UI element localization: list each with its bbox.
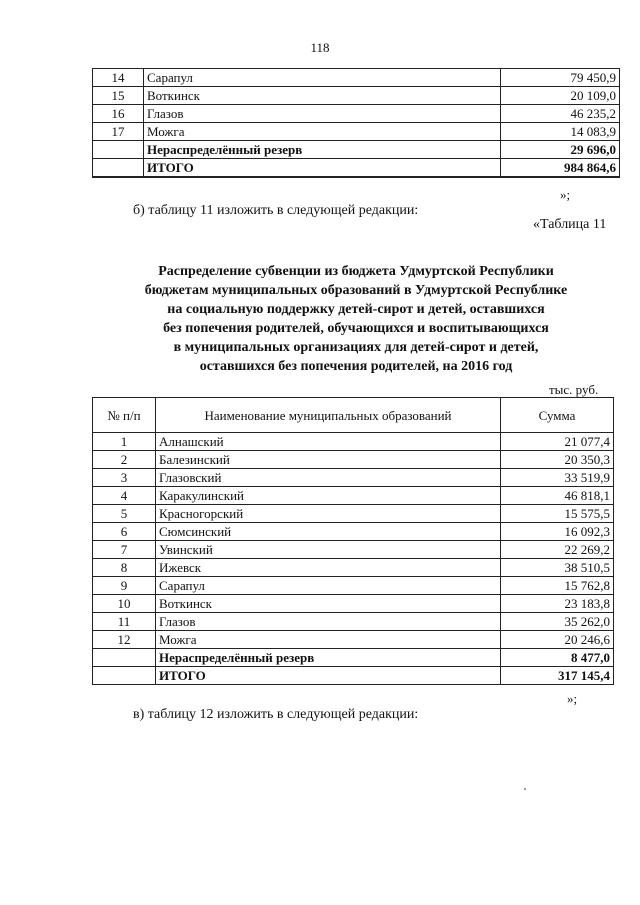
row-name: Балезинский [156,451,501,469]
row-number: 6 [93,523,156,541]
total-label: ИТОГО [156,667,501,685]
paragraph-b: б) таблицу 11 изложить в следующей редакции: [133,203,419,218]
row-name: Сюмсинский [156,523,501,541]
table-row [93,559,614,577]
table-row [93,69,620,87]
reserve-label: Нераспределённый резерв [144,141,501,159]
reserve-row [93,649,614,667]
row-number: 9 [93,577,156,595]
row-number: 3 [93,469,156,487]
table-row [93,87,620,105]
row-name: Можга [156,631,501,649]
row-sum: 79 450,9 [501,69,620,87]
total-sum: 984 864,6 [501,159,620,178]
row-name: Ижевск [156,559,501,577]
row-sum: 14 083,9 [501,123,620,141]
row-number: 4 [93,487,156,505]
row-sum: 20 246,6 [501,631,614,649]
heading-line: в муниципальных организациях для детей-сирот и детей, [173,340,539,355]
heading-line: бюджетам муниципальных образований в Удмуртской Республике [144,283,568,298]
heading-line: на социальную поддержку детей-сирот и детей, оставшихся [167,302,545,317]
reserve-label: Нераспределённый резерв [156,649,501,667]
reserve-sum: 8 477,0 [501,649,614,667]
row-sum: 15 762,8 [501,577,614,595]
paragraph-v: в) таблицу 12 изложить в следующей редакции: [133,707,419,722]
row-sum: 38 510,5 [501,559,614,577]
scan-speck [524,788,526,790]
table-row [93,105,620,123]
table-row [93,451,614,469]
row-number: 2 [93,451,156,469]
total-sum: 317 145,4 [501,667,614,685]
reserve-sum: 29 696,0 [501,141,620,159]
row-name: Сарапул [156,577,501,595]
reserve-row [93,141,620,159]
table-top-continuation [92,68,620,178]
row-name: Глазовский [156,469,501,487]
row-sum: 46 818,1 [501,487,614,505]
heading-line: Распределение субвенции из бюджета Удмуртской Республики [158,264,554,279]
heading-line: без попечения родителей, обучающихся и воспитывающихся [163,321,549,336]
table-row [93,631,614,649]
row-number: 14 [93,69,144,87]
row-name: Воткинск [144,87,501,105]
row-name: Красногорский [156,505,501,523]
row-number: 11 [93,613,156,631]
row-number: 1 [93,433,156,451]
table-row [93,523,614,541]
table-row [93,505,614,523]
row-name: Алнашский [156,433,501,451]
table-row [93,123,620,141]
header-name: Наименование муниципальных образований [156,398,501,433]
row-name: Глазов [156,613,501,631]
row-number: 15 [93,87,144,105]
row-number: 5 [93,505,156,523]
row-name: Каракулинский [156,487,501,505]
total-row [93,667,614,685]
row-name: Воткинск [156,595,501,613]
total-label: ИТОГО [144,159,501,178]
table-11 [92,397,614,685]
row-name: Глазов [144,105,501,123]
row-number: 7 [93,541,156,559]
page-number: 118 [310,40,330,55]
row-name: Увинский [156,541,501,559]
closing-quote: »; [560,187,571,202]
table-heading [92,262,620,376]
row-sum: 20 350,3 [501,451,614,469]
row-number: 12 [93,631,156,649]
row-sum: 15 575,5 [501,505,614,523]
total-row [93,159,620,178]
table-row [93,577,614,595]
header-num: № п/п [93,398,156,433]
row-sum: 33 519,9 [501,469,614,487]
table-row [93,541,614,559]
units-label: тыс. руб. [549,382,599,397]
row-sum: 35 262,0 [501,613,614,631]
row-sum: 46 235,2 [501,105,620,123]
table-row [93,433,614,451]
row-sum: 20 109,0 [501,87,620,105]
row-sum: 21 077,4 [501,433,614,451]
row-sum: 22 269,2 [501,541,614,559]
row-number: 17 [93,123,144,141]
table-row [93,613,614,631]
row-name: Сарапул [144,69,501,87]
heading-line: оставшихся без попечения родителей, на 2016 год [199,359,513,374]
closing-quote: »; [567,691,578,706]
header-row [93,398,614,433]
table-row [93,595,614,613]
row-sum: 16 092,3 [501,523,614,541]
row-name: Можга [144,123,501,141]
row-number: 10 [93,595,156,613]
table-row [93,469,614,487]
row-sum: 23 183,8 [501,595,614,613]
row-number: 16 [93,105,144,123]
row-number: 8 [93,559,156,577]
table-label: «Таблица 11 [533,217,607,232]
table-row [93,487,614,505]
header-sum: Сумма [501,398,614,433]
